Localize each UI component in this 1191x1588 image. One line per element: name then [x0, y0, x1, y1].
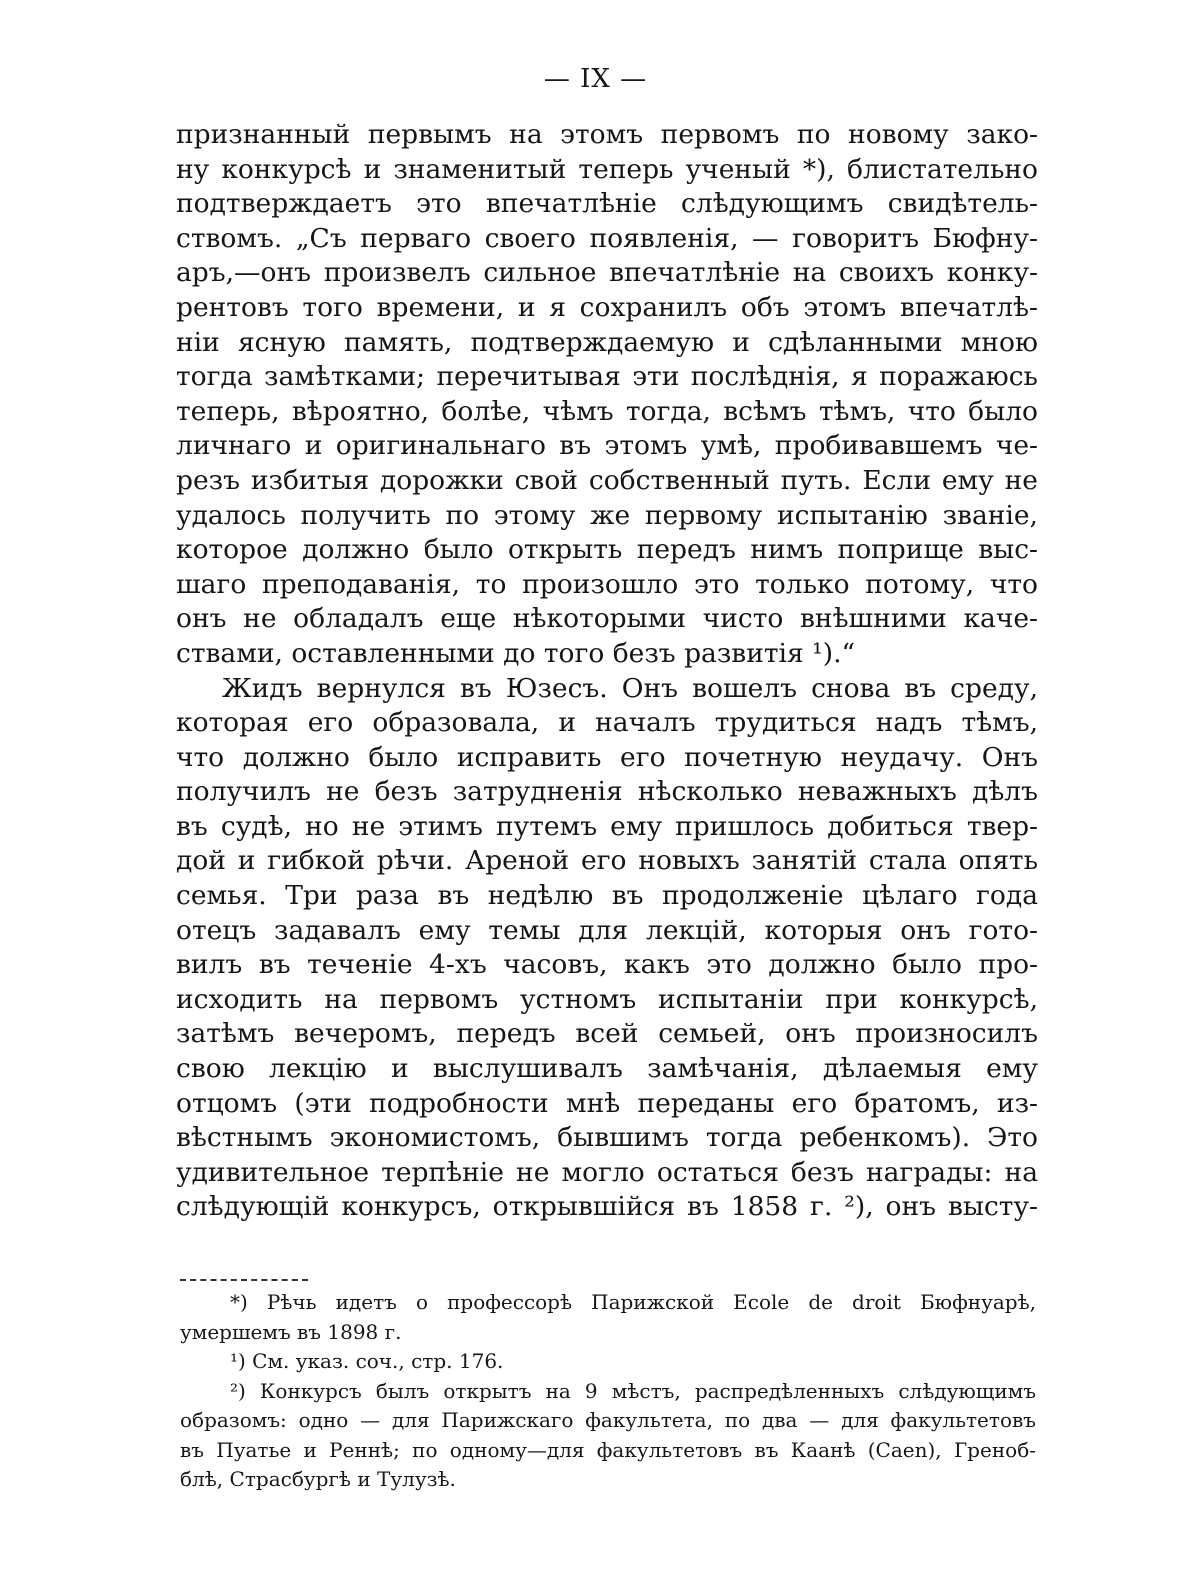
text-line: вилъ въ теченіе 4-хъ часовъ, какъ это должно было про- [176, 949, 1038, 981]
text-line: которая его образовала, и началъ трудиться надъ тѣмъ, [176, 707, 1038, 739]
text-line: получилъ не безъ затрудненія нѣсколько неважныхъ дѣлъ [176, 776, 1038, 808]
main-text [176, 118, 1038, 1225]
text-line: подтверждаетъ это впечатлѣніе слѣдующимъ свидѣтель- [176, 188, 1038, 220]
text-line: аръ,—онъ произвелъ сильное впечатлѣніе на своихъ конку- [176, 257, 1038, 289]
text-line: ніи ясную память, подтверждаемую и сдѣланными мною [176, 326, 1038, 358]
text-line: личнаго и оригинальнаго въ этомъ умѣ, пробивавшемъ че- [176, 430, 1038, 462]
text-line: дой и гибкой рѣчи. Ареной его новыхъ занятій стала опять [176, 845, 1038, 877]
footnote-line: въ Пуатье и Реннѣ; по одному—для факультетовъ въ Каанѣ (Caen), Греноб- [180, 1437, 1036, 1462]
text-line: тогда замѣтками; перечитывая эти послѣднія, я поражаюсь [176, 361, 1038, 393]
text-line: рентовъ того времени, и я сохранилъ объ этомъ впечатлѣ- [176, 291, 1038, 323]
text-line: ну конкурсѣ и знаменитый теперь ученый *), блистательно [176, 153, 1038, 185]
text-line: семья. Три раза въ недѣлю въ продолженіе цѣлаго года [176, 880, 1038, 912]
text-line: признанный первымъ на этомъ первомъ по новому зако- [176, 119, 1038, 150]
text-line: онъ не обладалъ еще нѣкоторыми чисто внѣшними каче- [176, 603, 1038, 635]
text-line: шаго преподаванія, то произошло это только потому, что [176, 568, 1038, 600]
footnote-asterisk: *) Рѣчь идетъ о профессорѣ Парижской Ecole de droit Бюфнуарѣ, [230, 1290, 1036, 1314]
paragraph-end-line: ствами, оставленными до того безъ развитія ¹).“ [176, 637, 856, 669]
footnote-2: ²) Конкурсъ былъ открытъ на 9 мѣстъ, распредѣленныхъ слѣдующимъ [230, 1378, 1036, 1403]
text-line: исходить на первомъ устномъ испытаніи при конкурсѣ, [176, 983, 1038, 1015]
footnote-line: блѣ, Страсбургѣ и Тулузѣ. [180, 1467, 456, 1491]
text-line: что должно было исправить его почетную неудачу. Онъ [176, 741, 1038, 773]
paragraph-start-line: Жидъ вернулся въ Юзесъ. Онъ вошелъ снова въ среду, [222, 672, 1038, 704]
text-line: въ судѣ, но не этимъ путемъ ему пришлось добиться твер- [176, 810, 1038, 842]
page-number: — IX — [543, 64, 648, 94]
text-line: которое должно было открыть передъ нимъ поприще выс- [176, 534, 1038, 566]
text-line: удивительное терпѣніе не могло остаться безъ награды: на [176, 1156, 1038, 1188]
text-line: теперь, вѣроятно, болѣе, чѣмъ тогда, всѣмъ тѣмъ, что было [176, 395, 1038, 427]
footnote-line: умершемъ въ 1898 г. [180, 1319, 402, 1344]
text-line: затѣмъ вечеромъ, передъ всей семьей, онъ произносилъ [176, 1018, 1038, 1050]
footnote-1: ¹) См. указ. соч., стр. 176. [230, 1349, 504, 1373]
footnote-line: образомъ: одно — для Парижскаго факультета, по два — для факультетовъ [180, 1408, 1036, 1432]
text-line: резъ избитыя дорожки свой собственный путь. Если ему не [176, 464, 1038, 496]
text-line: ствомъ. „Съ перваго своего появленія, — говоритъ Бюфну- [176, 222, 1038, 254]
footnotes [180, 1288, 1036, 1495]
footnote-separator [180, 1279, 308, 1281]
text-line: отцомъ (эти подробности мнѣ переданы его братомъ, из- [176, 1087, 1038, 1119]
text-line: отецъ задавалъ ему темы для лекцій, которыя онъ гото- [176, 914, 1038, 946]
text-line: вѣстнымъ экономистомъ, бывшимъ тогда ребенкомъ). Это [176, 1122, 1038, 1154]
text-line: удалось получить по этому же первому испытанію званіе, [176, 499, 1038, 531]
text-line: свою лекцію и выслушивалъ замѣчанія, дѣлаемыя ему [176, 1053, 1038, 1085]
text-line: слѣдующій конкурсъ, открывшійся въ 1858 г. ²), онъ высту- [176, 1191, 1038, 1223]
